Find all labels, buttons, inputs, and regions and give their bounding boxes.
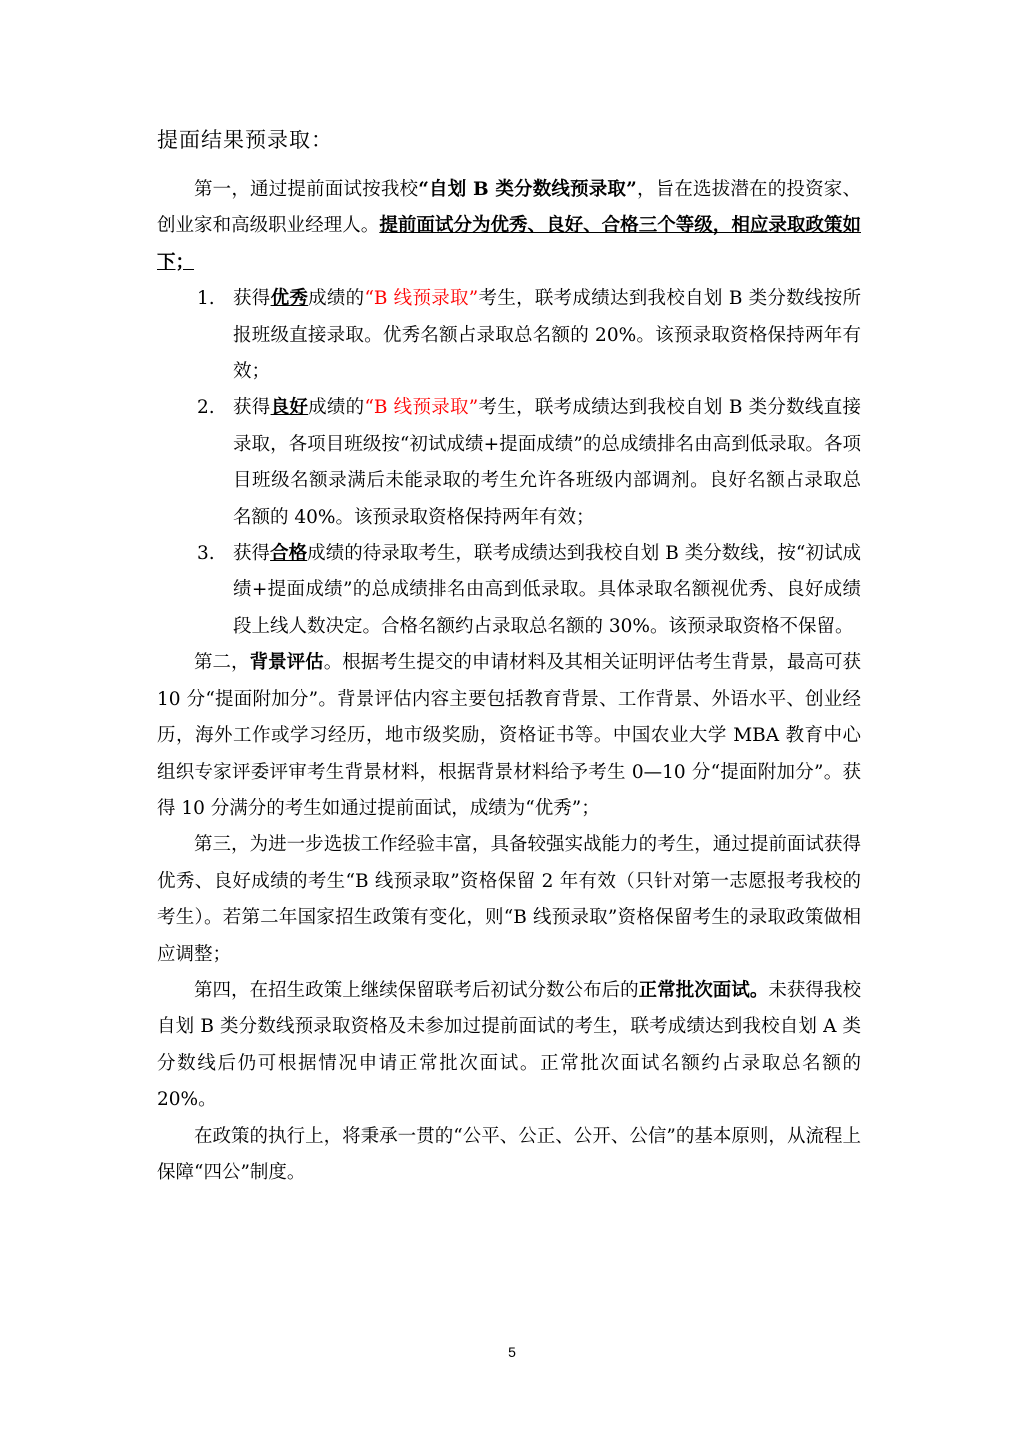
paragraph-fourth-body: 未获得我校自划 B 类分数线预录取资格及未参加过提前面试的考生，联考成绩达到我校自划 A 类分数线后仍可根据情况申请正常批次面试。正常批次面试名额约占录取总名额的 20%。 [157, 979, 861, 1111]
list-item-number: 1. [197, 288, 215, 310]
paragraph-first-body: ，旨在选拔潜在的投资家、创业家和高级职业经理人。 [157, 179, 861, 237]
list-item-number: 2. [197, 397, 215, 419]
paragraph-third: 第三，为进一步选拔工作经验丰富，具备较强实战能力的考生，通过提前面试获得优秀、良好成绩的考生“B 线预录取”资格保留 2 年有效（只针对第一志愿报考我校的考生）。若第二年国家招生政策有变化，则“B 线预录取”资格保留考生的录取政策做相应调整； [157, 834, 861, 965]
list-item-mid: 成绩的待录取考生，联考成绩达到我校自划 B 类分数线，按“初试成绩+提面成绩”的总成绩排名由高到低录取。具体录取名额视优秀、良好成绩段上线人数决定。合格名额约占录取总名额的 30%。该预录取资格不保留。 [233, 543, 861, 637]
paragraph-first-lead: 第一，通过提前面试按我校 [194, 179, 419, 200]
paragraph-second-lead: 第二， [194, 652, 250, 674]
paragraph-fourth-lead: 第四，在招生政策上继续保留联考后初试分数公布后的 [194, 979, 639, 1001]
list-item [157, 390, 861, 536]
paragraph-second-body: 。根据考生提交的申请材料及其相关证明评估考生背景，最高可获 10 分“提面附加分”。背景评估内容主要包括教育背景、工作背景、外语水平、创业经历，海外工作或学习经历，地市级奖励，资格证书等。中国农业大学 MBA 教育中心组织专家评委评审考生背景材料，根据背景材料给予考生 0—10 分“提面附加分”。获得 10 分满分的考生如通过提前面试，成绩为“优秀”； [157, 652, 861, 819]
list-item-mid: 成绩的 [308, 397, 365, 419]
list-item-lead: 获得 [233, 288, 271, 310]
page-number: 5 [508, 1344, 516, 1360]
list-item [157, 281, 861, 390]
paragraph-second [157, 645, 861, 827]
paragraph-first-emphasis: “自划 B 类分数线预录取” [418, 179, 637, 200]
list-item-mid: 成绩的 [308, 288, 365, 310]
document-body [157, 122, 861, 1191]
paragraph-fifth: 在政策的执行上，将秉承一贯的“公平、公正、公开、公信”的基本原则，从流程上保障“四公”制度。 [157, 1125, 861, 1183]
list-item-text [233, 536, 861, 645]
list-item-highlight: “B 线预录取” [364, 288, 479, 310]
list-item-level: 优秀 [270, 288, 309, 310]
list-item-highlight: “B 线预录取” [364, 397, 479, 419]
paragraph-first [157, 172, 861, 281]
list-item-level: 良好 [270, 397, 309, 419]
list-item-number: 3. [197, 543, 215, 565]
paragraph-fourth [157, 973, 861, 1119]
paragraph-second-emphasis: 背景评估 [249, 652, 324, 674]
policy-list [157, 281, 861, 645]
section-heading: 提面结果预录取： [157, 128, 333, 152]
list-item-rest: 考生，联考成绩达到我校自划 B 类分数线按所报班级直接录取。优秀名额占录取总名额的 20%。该预录取资格保持两年有效； [233, 288, 861, 383]
list-item-lead: 获得 [233, 543, 271, 565]
list-item [157, 536, 861, 645]
list-item-text [233, 281, 861, 390]
list-item-text [233, 390, 861, 536]
list-item-rest: 考生，联考成绩达到我校自划 B 类分数线直接录取，各项目班级按“初试成绩+提面成绩”的总成绩排名由高到低录取。各项目班级名额录满后未能录取的考生允许各班级内部调剂。良好名额占录取总名额的 40%。该预录取资格保持两年有效； [233, 397, 861, 528]
list-item-level: 合格 [270, 543, 308, 565]
list-item-lead: 获得 [233, 397, 271, 419]
paragraph-first-underlined: 提前面试分为优秀、良好、合格三个等级，相应录取政策如下； [157, 215, 861, 273]
paragraph-fourth-emphasis: 正常批次面试。 [638, 979, 769, 1001]
